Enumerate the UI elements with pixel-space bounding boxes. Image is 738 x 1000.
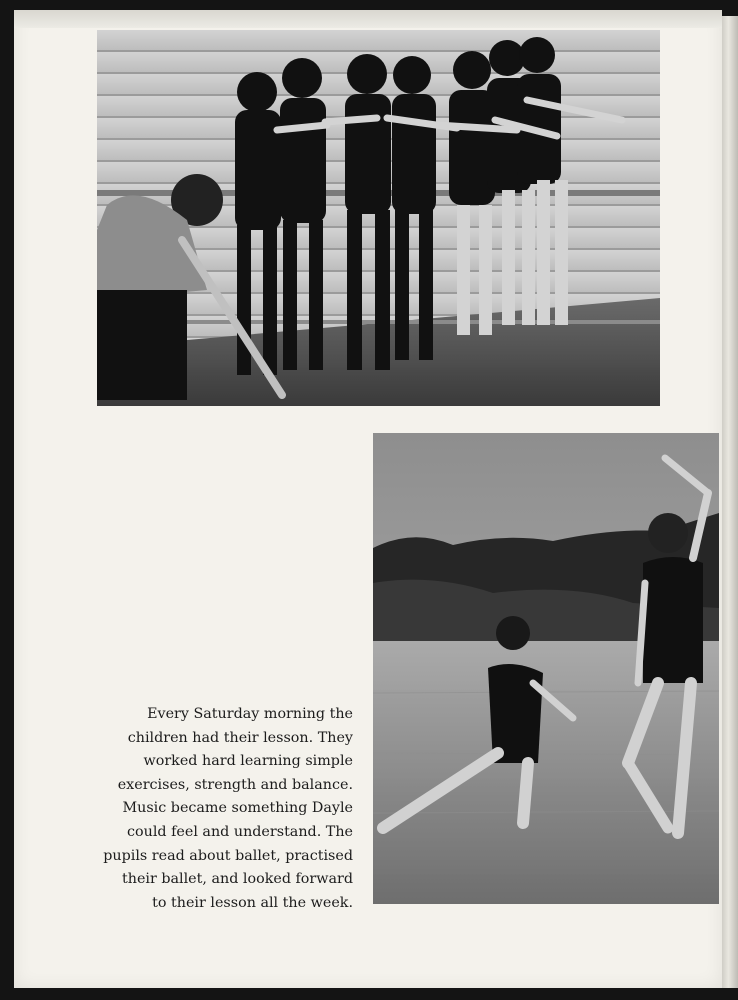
caption-paragraph <box>96 703 353 915</box>
caption-line: their ballet, and looked forward <box>122 871 353 888</box>
page-spine-edge <box>722 16 738 988</box>
caption-line: could feel and understand. The <box>127 823 353 840</box>
caption-line: pupils read about ballet, practised <box>103 847 353 864</box>
caption-line: Every Saturday morning the <box>147 706 353 722</box>
caption-line: worked hard learning simple <box>143 753 353 770</box>
caption-line: to their lesson all the week. <box>152 894 353 911</box>
caption-line: Music became something Dayle <box>122 800 353 817</box>
beach-dancers-photo <box>373 433 719 904</box>
ballet-class-photo <box>97 30 660 406</box>
page-top-edge <box>14 10 722 28</box>
caption-line: exercises, strength and balance. <box>117 776 353 793</box>
caption-line: children had their lesson. They <box>127 729 353 746</box>
